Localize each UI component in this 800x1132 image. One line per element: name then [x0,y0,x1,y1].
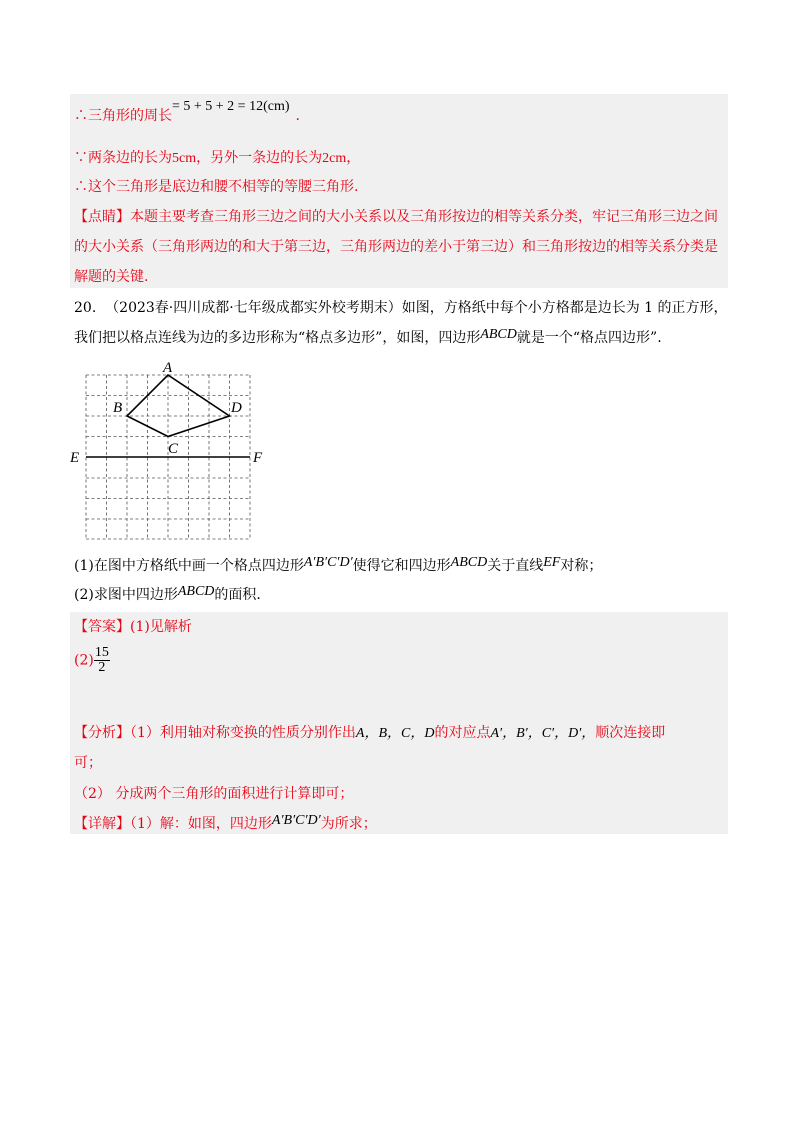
question-text-2a: 我们把以格点连线为边的多边形称为“格点多边形”，如图，四边形 [74,330,481,346]
perimeter-prefix: ∴三角形的周长 [74,108,172,124]
grid-figure [70,360,270,550]
answer-part-2-prefix: (2) [74,652,94,669]
sides-text-a: ∵两条边的长为 [74,150,172,166]
analysis-line-3: （2） 分成两个三角形的面积进行计算即可； [74,786,354,802]
question-text-2c: 就是一个“格点四边形”. [516,330,662,346]
analysis-text-c: 的对应点 [434,725,491,741]
perimeter-line [74,99,300,127]
detail-tag: 【详解】 [74,816,130,832]
analysis-text-e: 顺次连接即 [595,725,666,741]
fraction-denominator: 2 [98,660,106,675]
comment-line-2: 的大小关系（三角形两边的和大于第三边，三角形两边的差小于第三边）和三角形按边的相等关系分类是 [74,239,718,255]
sides-line [74,148,360,169]
part-1-text-a: (1)在图中方格纸中画一个格点四边形 [74,558,304,574]
sides-value-5cm: 5cm [172,151,197,166]
part-1-abcd: ABCD [450,555,488,570]
detail-primed: A′B′C′D′ [271,813,321,828]
answer-fraction [94,646,110,675]
comment-line-1 [74,207,718,227]
conclusion-line: ∴这个三角形是底边和腰不相等的等腰三角形. [74,179,359,195]
analysis-primed-points: A′，B′，C′，D′， [490,726,596,741]
fraction-numerator: 15 [94,645,109,660]
detail-line [74,814,377,835]
label-b: B [113,400,123,416]
sides-value-2cm: 2cm [322,151,347,166]
part-2-abcd: ABCD [177,584,215,599]
detail-text-a: （1）解：如图，四边形 [130,816,272,832]
comment-text-1: 本题主要考查三角形三边之间的大小关系以及三角形按边的相等关系分类，牢记三角形三边之间 [130,209,718,225]
part-1-text-c: 使得它和四边形 [352,558,451,574]
analysis-line-2: 可； [74,755,102,771]
label-c: C [168,441,179,457]
analysis-line-1 [74,723,665,744]
part-1-line [74,556,602,577]
answer-part-1: (1)见解析 [130,619,192,635]
part-1-primed: A′B′C′D′ [303,555,353,570]
part-1-ef: EF [543,555,561,570]
quadrilateral-abcd [127,375,230,437]
answer-line-1 [74,617,192,637]
answer-tag: 【答案】 [74,619,130,635]
question-line-2 [74,328,662,349]
sides-text-c: ，另外一条边的长为 [196,150,323,166]
analysis-tag: 【分析】 [74,725,130,741]
question-source: （2023春·四川成都·七年级成都实外校考期末） [105,300,402,316]
detail-text-c: 为所求； [320,816,377,832]
part-1-text-e: 关于直线 [487,558,544,574]
label-d: D [231,400,242,416]
analysis-text-a: （1）利用轴对称变换的性质分别作出 [130,725,356,741]
perimeter-end: . [295,108,300,124]
comment-line-3: 解题的关键. [74,269,149,285]
part-2-text-a: (2)求图中四边形 [74,587,178,603]
label-f: F [253,450,263,466]
part-2-line [74,585,261,606]
comment-tag: 【点睛】 [74,209,130,225]
question-line-1 [74,298,728,318]
answer-line-2 [74,646,110,686]
part-1-text-g: 对称； [560,558,603,574]
question-number: 20. [74,300,97,316]
question-text-1: 如图，方格纸中每个小方格都是边长为 1 的正方形， [401,300,728,316]
question-abcd: ABCD [480,327,517,342]
perimeter-equation: = 5 + 5 + 2 = 12(cm) [172,99,290,114]
label-e: E [70,450,80,466]
label-a: A [163,360,173,376]
analysis-points: A，B，C，D [355,726,435,741]
part-2-text-c: 的面积. [214,587,261,603]
sides-text-e: ， [346,150,361,166]
